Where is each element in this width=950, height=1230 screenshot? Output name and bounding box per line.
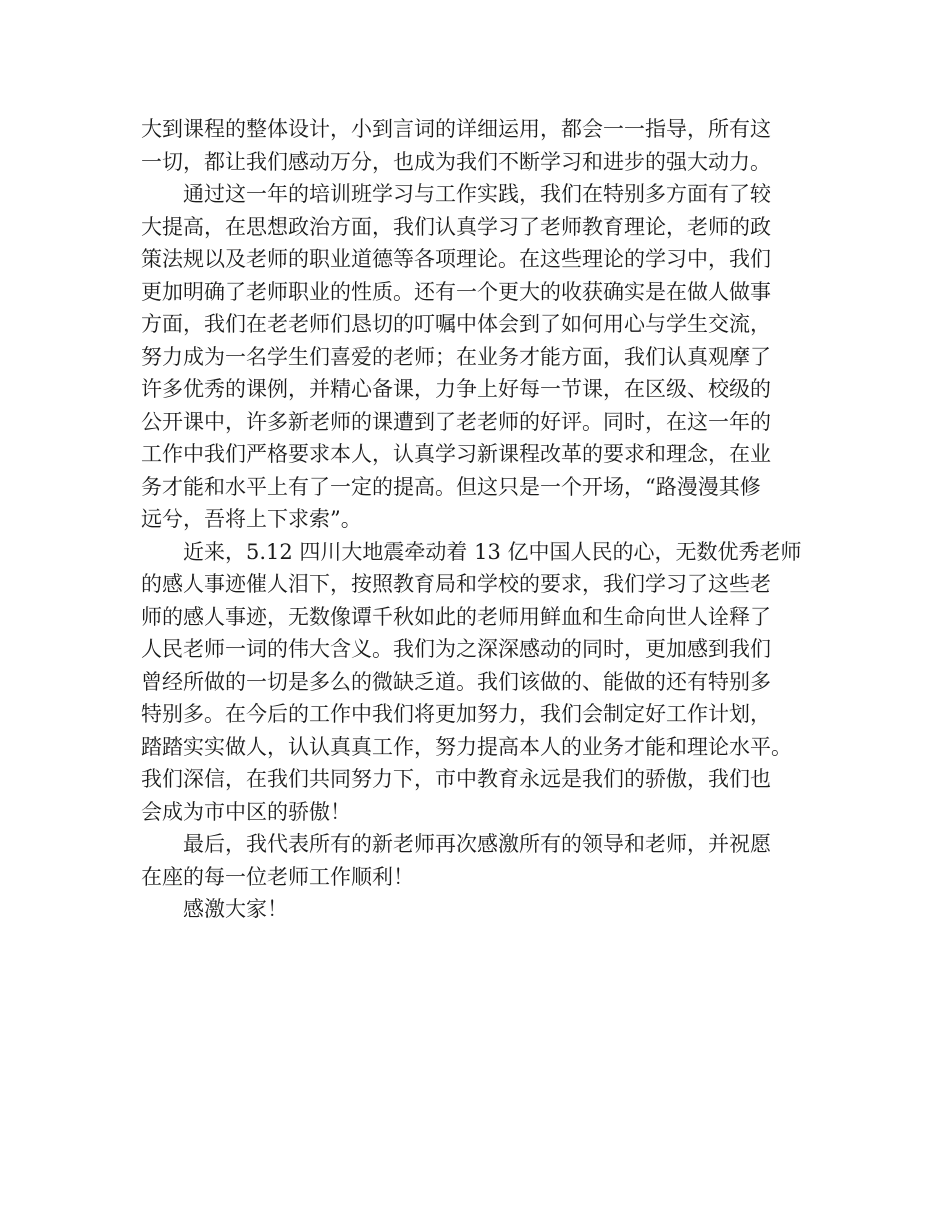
text-line: 踏踏实实做人，认认真真工作，努力提高本人的业务才能和理论水平。 <box>141 734 792 759</box>
text-line: 策法规以及老师的职业道德等各项理论。在这些理论的学习中，我们 <box>141 247 771 271</box>
text-line: 特别多。在今后的工作中我们将更加努力，我们会制定好工作计划， <box>141 702 771 726</box>
text-line: 感激大家！ <box>183 897 288 921</box>
document-body <box>141 113 831 926</box>
text-line: 工作中我们严格要求本人，认真学习新课程改革的要求和理念，在业 <box>141 442 771 466</box>
text-line: 大提高，在思想政治方面，我们认真学习了老师教育理论，老师的政 <box>141 214 771 239</box>
text-line: 人民老师一词的伟大含义。我们为之深深感动的同时，更加感到我们 <box>141 637 771 661</box>
text-line: 一切，都让我们感动万分，也成为我们不断学习和进步的强大动力。 <box>141 149 771 174</box>
text-line: 最后，我代表所有的新老师再次感激所有的领导和老师，并祝愿 <box>183 832 771 856</box>
text-line: 我们深信，在我们共同努力下，市中教育永远是我们的骄傲，我们也 <box>141 767 771 791</box>
text-line: 曾经所做的一切是多么的微缺乏道。我们该做的、能做的还有特别多 <box>141 669 771 694</box>
text-line: 大到课程的整体设计，小到言词的详细运用，都会一一指导，所有这 <box>141 117 771 141</box>
text-line: 许多优秀的课例，并精心备课，力争上好每一节课，在区级、校级的 <box>141 377 771 401</box>
text-line: 方面，我们在老老师们恳切的叮嘱中体会到了如何用心与学生交流， <box>141 312 771 336</box>
text-line: 在座的每一位老师工作顺利！ <box>141 864 414 889</box>
text-line: 会成为市中区的骄傲！ <box>141 799 351 824</box>
text-line: 公开课中，许多新老师的课遭到了老老师的好评。同时，在这一年的 <box>141 409 771 434</box>
text-line: 务才能和水平上有了一定的提高。但这只是一个开场，“路漫漫其修 <box>141 474 761 499</box>
text-line: 努力成为一名学生们喜爱的老师；在业务才能方面，我们认真观摩了 <box>141 344 771 369</box>
text-line: 远兮，吾将上下求索”。 <box>141 507 362 531</box>
text-line: 通过这一年的培训班学习与工作实践，我们在特别多方面有了较 <box>183 182 771 206</box>
text-line: 更加明确了老师职业的性质。还有一个更大的收获确实是在做人做事 <box>141 279 771 304</box>
text-line: 师的感人事迹，无数像谭千秋如此的老师用鲜血和生命向世人诠释了 <box>141 604 771 629</box>
text-line: 的感人事迹催人泪下，按照教育局和学校的要求，我们学习了这些老 <box>141 572 771 596</box>
text-line: 近来，5.12 四川大地震牵动着 13 亿中国人民的心，无数优秀老师 <box>183 539 802 564</box>
